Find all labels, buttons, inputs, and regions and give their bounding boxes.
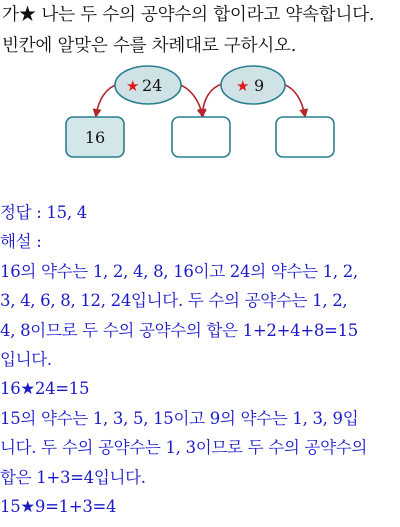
problem-line-1-suffix: 나는 두 수의 공약수의 합이라고 약속합니다.	[36, 5, 375, 25]
equation-line: 16★24=15	[0, 379, 90, 399]
star-icon: ★	[126, 77, 140, 95]
answer-line: 정답 : 15, 4	[0, 203, 87, 222]
star-symbol: ★	[18, 5, 37, 25]
explanation-line: 입니다.	[0, 350, 52, 370]
arrow-left-2	[202, 84, 222, 116]
explanation-line: 16의 약수는 1, 2, 4, 8, 16이고 24의 약수는 1, 2,	[0, 261, 358, 281]
problem-line-1	[2, 0, 400, 31]
star-icon: ★	[236, 77, 250, 95]
explanation-line: 4, 8이므로 두 수의 공약수의 합은 1+2+4+8=15	[0, 320, 358, 340]
explanation-line: 15의 약수는 1, 3, 5, 15이고 9의 약수는 1, 3, 9입	[0, 408, 359, 428]
arrow-right-1	[178, 84, 203, 116]
ellipse-1-label: 24	[142, 76, 163, 95]
explanation-line: 니다. 두 수의 공약수는 1, 3이므로 두 수의 공약수의	[0, 438, 367, 458]
answer-explanation	[0, 198, 400, 521]
box-1-value: 16	[84, 128, 106, 147]
explanation-line: 3, 4, 6, 8, 12, 24입니다. 두 수의 공약수는 1, 2,	[0, 291, 348, 311]
diagram	[0, 62, 400, 172]
problem-line-2: 빈칸에 알맞은 수를 차례대로 구하시오.	[2, 36, 297, 56]
explanation-heading: 해설 :	[0, 232, 42, 252]
explanation-line: 합은 1+3=4입니다.	[0, 467, 146, 487]
ellipse-2-label: 9	[254, 76, 265, 95]
operation-ellipse-1	[115, 66, 181, 104]
operation-ellipse-2	[221, 66, 285, 104]
box-2-blank	[172, 117, 230, 157]
problem-text	[2, 0, 400, 62]
arrow-right-2	[283, 84, 305, 116]
box-3-blank	[276, 117, 334, 157]
equation-line: 15★9=1+3=4	[0, 497, 117, 517]
box-1	[66, 117, 124, 157]
arrow-left-1	[96, 84, 118, 116]
problem-line-1-prefix: 가	[2, 5, 19, 25]
